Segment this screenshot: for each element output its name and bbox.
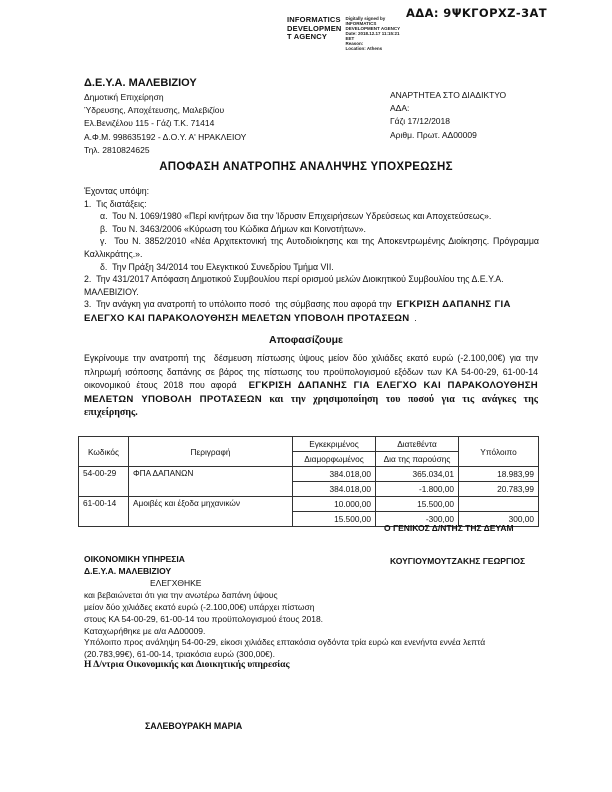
- preamble-item-3-text: 3. Την ανάγκη για ανατροπή το υπόλοιπο ποσό της σύμβασης που αφορά την: [84, 299, 397, 310]
- col-subheader-approved: Διαμορφωμένος: [293, 452, 376, 467]
- cell-code: 54-00-29: [79, 467, 129, 497]
- organization-header: [84, 76, 246, 157]
- preamble-item-1b: β. Του Ν. 3463/2006 «Κύρωση του Κώδικα Δήμων και Κοινοτήτων».: [100, 223, 366, 234]
- verification-line: και βεβαιώνεται ότι για την ανωτέρω δαπάνη ύψους: [84, 590, 278, 600]
- finance-director-name: ΣΑΛΕΒΟΥΡΑΚΗ ΜΑΡΙΑ: [145, 721, 243, 731]
- remaining-balance-line: (20.783,99€), 61-00-14, τριακόσια ευρώ (300,00€).: [84, 649, 275, 659]
- table-row: [79, 467, 539, 482]
- cell-approved: 15.500,00: [293, 512, 376, 527]
- budget-table: [78, 436, 539, 527]
- cell-balance: 18.983,99: [459, 467, 539, 482]
- cell-balance: [459, 497, 539, 512]
- preamble-item-1: 1. Τις διατάξεις:: [84, 198, 147, 209]
- stamp-signature-details: Digitally signed by INFORMATICS DEVELOPMENT AGENCY Date: 2018.12.17 11:15:21 EET Reason: Location: Athens: [345, 16, 401, 51]
- col-header-code: Κωδικός: [79, 437, 129, 467]
- protocol-number: Αριθμ. Πρωτ. ΑΔ00009: [390, 129, 477, 140]
- finance-dept-line1: ΟΙΚΟΝΟΜΙΚΗ ΥΠΗΡΕΣΙΑ: [84, 554, 185, 564]
- preamble-item-3-subject: ΕΓΚΡΙΣΗ ΔΑΠΑΝΗΣ ΓΙΑ ΕΛΕΓΧΟ ΚΑΙ ΠΑΡΑΚΟΛΟΥΘΗΣΗ ΜΕΛΕΤΩΝ ΥΠΟΒΟΛΗ ΠΡΟΤΑΣΕΩΝ: [84, 299, 514, 324]
- org-line: Α.Φ.Μ. 998635192 - Δ.Ο.Υ. Α' ΗΡΑΚΛΕΙΟΥ: [84, 131, 247, 142]
- cell-disposed: 15.500,00: [376, 497, 459, 512]
- preamble: [84, 185, 542, 326]
- document-meta: [390, 89, 506, 142]
- col-header-description: Περιγραφή: [129, 437, 293, 467]
- general-manager-name: ΚΟΥΓΙΟΥΜΟΥΤΖΑΚΗΣ ΓΕΩΡΓΙΟΣ: [390, 556, 526, 566]
- cell-description: ΦΠΑ ΔΑΠΑΝΩΝ: [129, 467, 293, 497]
- col-header-disposed: Διατεθέντα: [376, 437, 459, 452]
- stamp-agency-name: INFORMATICS DEVELOPMEN T AGENCY: [287, 15, 342, 41]
- cell-code: 61-00-14: [79, 497, 129, 527]
- preamble-item-3-end: .: [409, 312, 417, 323]
- cell-description: Αμοιβές και έξοδα μηχανικών: [129, 497, 293, 527]
- decision-heading: Αποφασίζουμε: [269, 334, 343, 346]
- cell-disposed: 365.034,01: [376, 467, 459, 482]
- table-row: [79, 497, 539, 512]
- cell-disposed: -300,00: [376, 512, 459, 527]
- preamble-item-1c: γ. Του Ν. 3852/2010 «Νέα Αρχιτεκτονική της Αυτοδιοίκησης και της Αποκεντρωμένης Διοίκησης. Πρόγραμμα Καλλικράτης.».: [84, 236, 542, 259]
- cell-balance: 20.783,99: [459, 482, 539, 497]
- col-subheader-disposed: Δια της παρούσης: [376, 452, 459, 467]
- general-manager-title: Ο ΓΕΝΙΚΟΣ Δ/ΝΤΗΣ ΤΗΣ ΔΕΥΑΜ: [384, 523, 514, 533]
- preamble-item-1d: δ. Την Πράξη 34/2014 του Ελεγκτικού Συνεδρίου Τμήμα VII.: [100, 261, 334, 272]
- preamble-item-3: [84, 298, 539, 325]
- decision-body-end: και την χρησιμοποίηση του ποσού για τις ανάγκες της επιχείρησης.: [84, 393, 541, 418]
- cell-balance: 300,00: [459, 512, 539, 527]
- checked-label: ΕΛΕΓΧΘΗΚΕ: [150, 578, 202, 588]
- document-title: ΑΠΟΦΑΣΗ ΑΝΑΤΡΟΠΗΣ ΑΝΑΛΗΨΗΣ ΥΠΟΧΡΕΩΣΗΣ: [159, 161, 453, 173]
- organization-name: Δ.Ε.Υ.Α. ΜΑΛΕΒΙΖΙΟΥ: [84, 77, 197, 89]
- cell-approved: 10.000,00: [293, 497, 376, 512]
- org-line: Τηλ. 2810824625: [84, 144, 150, 155]
- finance-dept-line2: Δ.Ε.Υ.Α. ΜΑΛΕΒΙΖΙΟΥ: [84, 566, 172, 576]
- budget-table-wrapper: [78, 436, 539, 527]
- col-header-balance: Υπόλοιπο: [459, 437, 539, 467]
- remaining-balance-line: Υπόλοιπο προς ανάληψη 54-00-29, είκοσι χιλιάδες επτακόσια ογδόντα τρία ευρώ και ενενήντα εννέα λεπτά: [84, 637, 486, 647]
- cell-approved: 384.018,00: [293, 482, 376, 497]
- verification-line: μείον δύο χιλιάδες εκατό ευρώ (-2.100,00€) υπάρχει πίστωση: [84, 602, 315, 612]
- digital-signature-stamp: [287, 16, 400, 51]
- preamble-item-2: 2. Την 431/2017 Απόφαση Δημοτικού Συμβουλίου περί ορισμού μελών Διοικητικού Συμβουλίου της Δ.Ε.Υ.Α. ΜΑΛΕΒΙΖΙΟΥ.: [84, 274, 507, 297]
- table-header-row: [79, 437, 539, 452]
- preamble-intro: Έχοντας υπόψη:: [84, 186, 150, 196]
- decision-body: [84, 352, 541, 420]
- preamble-item-1a: α. Του Ν. 1069/1980 «Περί κινήτρων δια την Ίδρυσιν Επιχειρήσεων Υδρεύσεως και Αποχετεύσεως».: [100, 211, 492, 222]
- col-header-approved: Εγκεκριμένος: [293, 437, 376, 452]
- cell-disposed: -1.800,00: [376, 482, 459, 497]
- ada-label: ΑΔΑ:: [390, 103, 410, 114]
- org-line: Ελ.Βενιζέλου 115 - Γάζι Τ.Κ. 71414: [84, 118, 215, 129]
- ada-code: ΑΔΑ: 9ΨΚΓΟΡΧΖ-3ΑΤ: [406, 6, 548, 20]
- decision-body-subject: ΕΓΚΡΙΣΗ ΔΑΠΑΝΗΣ ΓΙΑ ΕΛΕΓΧΟ ΚΑΙ ΠΑΡΑΚΟΛΟΥΘΗΣΗ ΜΕΛΕΤΩΝ ΥΠΟΒΟΛΗ ΠΡΟΤΑΣΕΩΝ: [84, 380, 541, 405]
- registration-line: Καταχωρήθηκε με α/α ΑΔ00009.: [84, 626, 206, 636]
- publish-note: ΑΝΑΡΤΗΤΕΑ ΣΤΟ ΔΙΑΔΙΚΤΥΟ: [390, 90, 507, 100]
- verification-line: στους ΚΑ 54-00-29, 61-00-14 του προϋπολογισμού έτους 2018.: [84, 614, 324, 624]
- decision-body-text: Εγκρίνουμε την ανατροπή της δέσμευση πίστωσης ύψους μείον δύο χιλιάδες εκατό ευρώ (-2.100,00€) για την πληρωμή ισόποσης δαπάνης σε βάρος της πίστωσης του προϋπολογισμού εξόδων των ΚΑ 54-00-29, 61-00-14 οικονομικού έτους 2018 που αφορά: [84, 353, 541, 390]
- place-date: Γάζι 17/12/2018: [390, 116, 450, 127]
- org-line: Δημοτική Επιχείρηση: [84, 92, 164, 102]
- finance-director-title: Η Δ/ντρια Οικονομικής και Διοικητικής υπηρεσίας: [84, 660, 290, 670]
- org-line: Ύδρευσης, Αποχέτευσης, Μαλεβιζίου: [84, 105, 225, 116]
- cell-approved: 384.018,00: [293, 467, 376, 482]
